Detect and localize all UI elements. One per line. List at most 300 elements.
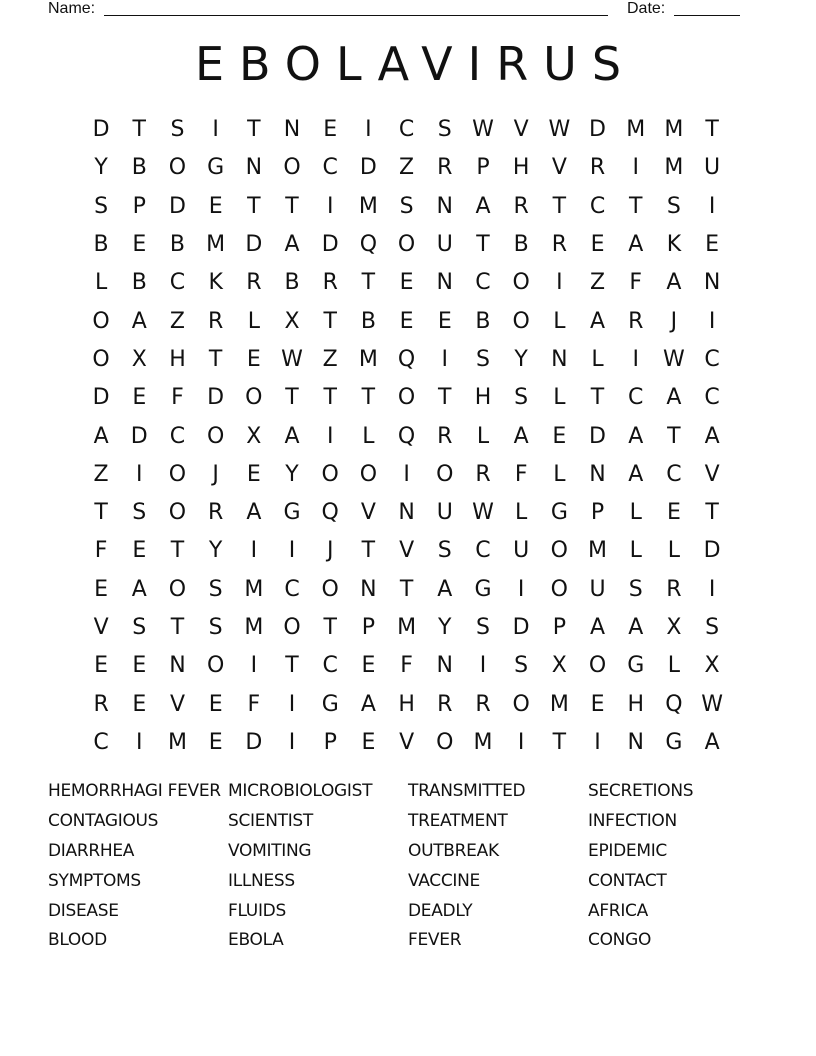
grid-cell[interactable]: T (170, 615, 185, 640)
grid-cell[interactable]: N (283, 117, 301, 143)
grid-cell[interactable]: S (170, 117, 185, 143)
grid-cell[interactable]: A (284, 232, 300, 258)
grid-cell[interactable]: A (704, 729, 720, 755)
grid-cell[interactable]: I (708, 193, 716, 219)
grid-cell[interactable]: O (550, 538, 568, 564)
grid-cell[interactable]: G (283, 500, 301, 526)
grid-cell[interactable]: D (168, 193, 186, 219)
grid-cell[interactable]: D (245, 232, 263, 258)
grid-cell[interactable]: P (476, 155, 490, 181)
grid-cell[interactable]: N (589, 461, 606, 487)
grid-cell[interactable]: N (703, 270, 721, 296)
grid-cell[interactable]: I (403, 461, 410, 487)
grid-cell[interactable]: D (245, 729, 263, 755)
grid-cell[interactable]: O (206, 423, 225, 449)
grid-cell[interactable]: E (590, 232, 605, 258)
grid-cell[interactable]: L (476, 423, 490, 449)
grid-cell[interactable]: H (169, 346, 186, 372)
grid-cell[interactable]: T (94, 500, 108, 526)
grid-cell[interactable]: I (136, 729, 143, 755)
grid-cell[interactable]: U (704, 155, 721, 181)
grid-cell[interactable]: L (247, 308, 260, 334)
grid-cell[interactable]: D (703, 538, 721, 564)
grid-cell[interactable]: Q (665, 691, 683, 717)
grid-cell[interactable]: A (628, 615, 644, 640)
grid-cell[interactable]: A (666, 270, 682, 296)
grid-cell[interactable]: M (588, 538, 608, 564)
grid-cell[interactable]: O (588, 653, 607, 679)
grid-cell[interactable]: M (244, 576, 264, 602)
grid-cell[interactable]: N (360, 576, 377, 602)
grid-cell[interactable]: E (552, 423, 567, 449)
grid-cell[interactable]: O (168, 500, 187, 526)
grid-cell[interactable]: R (437, 691, 453, 717)
grid-cell[interactable]: F (400, 653, 413, 679)
grid-cell[interactable]: E (94, 653, 109, 679)
grid-cell[interactable]: S (705, 615, 720, 640)
grid-cell[interactable]: M (206, 232, 226, 258)
grid-cell[interactable]: M (626, 117, 646, 143)
grid-cell[interactable]: W (472, 117, 494, 143)
grid-cell[interactable]: S (132, 500, 147, 526)
grid-cell[interactable]: A (246, 500, 262, 526)
grid-cell[interactable]: T (323, 385, 337, 411)
grid-cell[interactable]: G (550, 500, 568, 526)
grid-cell[interactable]: O (359, 461, 378, 487)
grid-cell[interactable]: I (288, 691, 296, 717)
grid-cell[interactable]: K (666, 232, 682, 258)
grid-cell[interactable]: S (132, 615, 147, 640)
grid-cell[interactable]: O (550, 576, 568, 602)
grid-cell[interactable]: C (628, 385, 644, 411)
grid-cell[interactable]: R (475, 691, 491, 717)
grid-cell[interactable]: L (362, 423, 375, 449)
grid-cell[interactable]: N (551, 346, 568, 372)
grid-cell[interactable]: I (288, 729, 296, 755)
grid-cell[interactable]: T (361, 538, 376, 564)
grid-cell[interactable]: B (169, 232, 186, 258)
grid-cell[interactable]: S (208, 576, 223, 602)
grid-cell[interactable]: O (512, 270, 530, 296)
grid-cell[interactable]: E (361, 729, 376, 755)
grid-cell[interactable]: I (441, 346, 449, 372)
grid-cell[interactable]: B (131, 270, 147, 296)
grid-cell[interactable]: M (358, 193, 378, 219)
grid-cell[interactable]: S (514, 653, 529, 679)
grid-cell[interactable]: G (207, 155, 225, 181)
grid-cell[interactable]: V (704, 461, 720, 487)
grid-cell[interactable]: C (93, 729, 109, 755)
grid-cell[interactable]: T (552, 729, 567, 755)
grid-cell[interactable]: A (590, 308, 606, 334)
grid-cell[interactable]: U (436, 232, 453, 258)
grid-cell[interactable]: E (132, 538, 147, 564)
grid-cell[interactable]: O (321, 576, 339, 602)
grid-cell[interactable]: M (167, 729, 187, 755)
word-list-item: FEVER (408, 930, 462, 951)
grid-cell[interactable]: I (517, 576, 525, 602)
grid-cell[interactable]: O (436, 461, 454, 487)
grid-cell[interactable]: C (322, 155, 338, 181)
grid-cell[interactable]: T (667, 423, 681, 449)
grid-cell[interactable]: O (168, 155, 187, 181)
grid-cell[interactable]: F (514, 461, 528, 487)
name-field-line[interactable] (104, 15, 608, 16)
grid-cell[interactable]: S (628, 576, 643, 602)
grid-cell[interactable]: O (436, 729, 454, 755)
grid-cell[interactable]: I (632, 346, 639, 372)
grid-cell[interactable]: Y (285, 461, 299, 487)
grid-cell[interactable]: F (247, 691, 261, 717)
grid-cell[interactable]: D (321, 232, 339, 258)
grid-cell[interactable]: I (556, 270, 563, 296)
grid-cell[interactable]: Z (589, 270, 606, 296)
grid-cell[interactable]: R (437, 423, 453, 449)
grid-cell[interactable]: E (590, 691, 605, 717)
grid-cell[interactable]: A (475, 193, 491, 219)
grid-cell[interactable]: T (285, 193, 299, 219)
grid-cell[interactable]: Z (93, 461, 109, 487)
grid-cell[interactable]: N (436, 653, 454, 679)
grid-cell[interactable]: P (552, 615, 566, 640)
grid-cell[interactable]: C (169, 423, 186, 449)
grid-cell[interactable]: L (667, 538, 681, 564)
word-list-row (48, 838, 768, 868)
grid-cell[interactable]: T (361, 270, 376, 296)
grid-cell[interactable]: W (472, 500, 494, 526)
grid-cell[interactable]: T (705, 500, 719, 526)
grid-cell[interactable]: T (361, 385, 376, 411)
grid-cell[interactable]: J (670, 308, 678, 334)
grid-cell[interactable]: U (589, 576, 606, 602)
grid-cell[interactable]: I (288, 538, 296, 564)
date-field-line[interactable] (674, 15, 740, 16)
grid-cell[interactable]: N (627, 729, 644, 755)
grid-cell[interactable]: A (704, 423, 720, 449)
grid-cell[interactable]: T (208, 346, 223, 372)
grid-cell[interactable]: C (169, 270, 186, 296)
grid-cell[interactable]: M (549, 691, 569, 717)
grid-cell[interactable]: A (513, 423, 529, 449)
grid-cell[interactable]: N (398, 500, 415, 526)
grid-cell[interactable]: O (283, 155, 301, 181)
grid-cell[interactable]: Q (321, 500, 339, 526)
grid-cell[interactable]: D (207, 385, 225, 411)
grid-cell[interactable]: L (591, 346, 604, 372)
grid-cell[interactable]: R (628, 308, 644, 334)
grid-cell[interactable]: Z (399, 155, 415, 181)
grid-cell[interactable]: G (627, 653, 645, 679)
grid-cell[interactable]: D (92, 117, 110, 143)
word-list-item: FLUIDS (228, 900, 286, 921)
grid-cell[interactable]: O (321, 461, 339, 487)
grid-cell[interactable]: R (208, 308, 224, 334)
grid-cell[interactable]: T (399, 576, 414, 602)
grid-cell[interactable]: O (168, 576, 187, 602)
grid-cell[interactable]: C (475, 270, 491, 296)
grid-cell[interactable]: L (553, 308, 566, 334)
grid-cell[interactable]: V (551, 155, 567, 181)
grid-cell[interactable]: R (93, 691, 109, 717)
grid-cell[interactable]: X (131, 346, 147, 372)
grid-cell[interactable]: S (208, 615, 223, 640)
grid-cell[interactable]: T (285, 385, 299, 411)
grid-cell[interactable]: R (208, 500, 224, 526)
grid-cell[interactable]: D (359, 155, 377, 181)
grid-cell[interactable]: L (553, 461, 566, 487)
grid-cell[interactable]: Q (359, 232, 378, 258)
grid-cell[interactable]: E (399, 270, 414, 296)
grid-cell[interactable]: H (398, 691, 415, 717)
grid-cell[interactable]: R (513, 193, 529, 219)
grid-cell[interactable]: S (475, 346, 490, 372)
grid-cell[interactable]: O (397, 232, 416, 258)
grid-cell[interactable]: R (475, 461, 491, 487)
grid-row (82, 302, 732, 340)
grid-cell[interactable]: H (474, 385, 492, 411)
grid-cell[interactable]: O (92, 346, 110, 372)
grid-cell[interactable]: X (284, 308, 300, 334)
grid-cell[interactable]: E (132, 653, 147, 679)
grid-cell[interactable]: B (360, 308, 376, 334)
grid-cell[interactable]: E (705, 232, 720, 258)
grid-cell[interactable]: A (437, 576, 453, 602)
grid-cell[interactable]: C (284, 576, 300, 602)
grid-cell[interactable]: I (479, 653, 487, 679)
grid-cell[interactable]: I (708, 576, 716, 602)
grid-cell[interactable]: A (628, 232, 644, 258)
grid-cell[interactable]: C (322, 653, 338, 679)
grid-cell[interactable]: M (397, 615, 417, 640)
grid-cell[interactable]: C (475, 538, 491, 564)
grid-cell[interactable]: T (628, 193, 643, 219)
grid-cell[interactable]: R (666, 576, 682, 602)
grid-cell[interactable]: E (323, 117, 338, 143)
grid-cell[interactable]: X (551, 653, 567, 679)
grid-cell[interactable]: D (512, 615, 530, 640)
puzzle-title: EBOLAVIRUS (194, 37, 637, 91)
grid-cell[interactable]: T (323, 308, 337, 334)
grid-cell[interactable]: D (589, 117, 606, 143)
grid-cell[interactable]: O (397, 385, 416, 411)
grid-cell[interactable]: O (168, 461, 187, 487)
grid-cell[interactable]: W (548, 117, 571, 143)
grid-cell[interactable]: S (437, 117, 452, 143)
grid-cell[interactable]: F (94, 538, 108, 564)
grid-cell[interactable]: E (399, 308, 414, 334)
grid-cell[interactable]: E (246, 346, 261, 372)
grid-cell[interactable]: Y (438, 615, 452, 640)
grid-cell[interactable]: R (589, 155, 606, 181)
grid-cell[interactable]: E (666, 500, 681, 526)
grid-cell[interactable]: R (246, 270, 262, 296)
grid-cell[interactable]: T (170, 538, 185, 564)
grid-cell[interactable]: F (171, 385, 184, 411)
grid-cell[interactable]: I (517, 729, 525, 755)
grid-cell[interactable]: Z (322, 346, 338, 372)
grid-cell[interactable]: U (513, 538, 530, 564)
grid-cell[interactable]: C (666, 461, 682, 487)
grid-cell[interactable]: G (474, 576, 492, 602)
grid-cell[interactable]: O (92, 308, 110, 334)
grid-cell[interactable]: H (627, 691, 644, 717)
grid-cell[interactable]: O (206, 653, 225, 679)
grid-cell[interactable]: T (552, 193, 567, 219)
grid-cell[interactable]: T (438, 385, 452, 411)
grid-cell[interactable]: B (475, 308, 491, 334)
grid-cell[interactable]: N (245, 155, 263, 181)
grid-cell[interactable]: F (629, 270, 643, 296)
grid-cell[interactable]: M (358, 346, 378, 372)
grid-cell[interactable]: T (590, 385, 605, 411)
grid-cell[interactable]: T (476, 232, 490, 258)
grid-row (82, 647, 732, 685)
grid-cell[interactable]: X (246, 423, 262, 449)
grid-cell[interactable]: V (360, 500, 376, 526)
grid-cell[interactable]: B (513, 232, 529, 258)
grid-cell[interactable]: V (399, 538, 415, 564)
grid-cell[interactable]: G (665, 729, 683, 755)
grid-row (82, 456, 732, 494)
grid-cell[interactable]: D (130, 423, 148, 449)
grid-cell[interactable]: P (361, 615, 376, 640)
grid-cell[interactable]: I (250, 538, 258, 564)
grid-cell[interactable]: I (250, 653, 258, 679)
grid-cell[interactable]: Q (397, 423, 416, 449)
grid-cell[interactable]: U (436, 500, 453, 526)
grid-cell[interactable]: A (590, 615, 606, 640)
grid-cell[interactable]: A (628, 423, 644, 449)
grid-cell[interactable]: P (132, 193, 146, 219)
grid-cell[interactable]: I (136, 461, 143, 487)
grid-cell[interactable]: I (326, 193, 334, 219)
grid-cell[interactable]: V (93, 615, 109, 640)
grid-cell[interactable]: E (208, 193, 223, 219)
grid-cell[interactable]: E (437, 308, 452, 334)
grid-cell[interactable]: X (704, 653, 720, 679)
grid-cell[interactable]: I (708, 308, 716, 334)
grid-cell[interactable]: I (326, 423, 334, 449)
grid-cell[interactable]: W (701, 691, 723, 717)
grid-cell[interactable]: E (208, 729, 223, 755)
grid-cell[interactable]: O (283, 615, 301, 640)
grid-cell[interactable]: B (93, 232, 109, 258)
grid-cell[interactable]: T (285, 653, 299, 679)
grid-cell[interactable]: L (629, 538, 642, 564)
grid-cell[interactable]: J (326, 538, 334, 564)
grid-cell[interactable]: C (589, 193, 606, 219)
grid-cell[interactable]: S (437, 538, 452, 564)
grid-cell[interactable]: V (513, 117, 529, 143)
grid-cell[interactable]: N (169, 653, 186, 679)
grid-cell[interactable]: S (94, 193, 109, 219)
grid-cell[interactable]: A (131, 308, 147, 334)
grid-cell[interactable]: O (245, 385, 263, 411)
grid-cell[interactable]: R (437, 155, 453, 181)
grid-cell[interactable]: A (284, 423, 300, 449)
grid-cell[interactable]: M (664, 117, 684, 143)
grid-cell[interactable]: C (398, 117, 415, 143)
grid-cell[interactable]: Y (208, 538, 223, 564)
grid-cell[interactable]: W (281, 346, 303, 372)
grid-cell[interactable]: L (629, 500, 642, 526)
grid-cell[interactable]: A (93, 423, 109, 449)
grid-cell[interactable]: G (321, 691, 339, 717)
grid-cell[interactable]: E (361, 653, 376, 679)
grid-cell[interactable]: Z (169, 308, 185, 334)
grid-cell[interactable]: S (399, 193, 414, 219)
grid-cell[interactable]: T (132, 117, 146, 143)
grid-cell[interactable]: M (473, 729, 493, 755)
grid-cell[interactable]: J (212, 461, 219, 487)
grid-cell[interactable]: E (94, 576, 109, 602)
grid-cell[interactable]: E (132, 691, 147, 717)
grid-cell[interactable]: Q (397, 346, 416, 372)
word-list-item: EPIDEMIC (588, 840, 667, 861)
grid-cell[interactable]: L (667, 653, 681, 679)
grid-cell[interactable]: I (212, 117, 219, 143)
grid-cell[interactable]: L (94, 270, 108, 296)
grid-cell[interactable]: O (512, 691, 530, 717)
grid-cell[interactable]: E (132, 385, 147, 411)
grid-cell[interactable]: C (704, 346, 720, 372)
grid-cell[interactable]: M (244, 615, 264, 640)
grid-cell[interactable]: T (705, 117, 719, 143)
grid-cell[interactable]: E (132, 232, 147, 258)
grid-cell[interactable]: T (323, 615, 337, 640)
grid-cell[interactable]: S (666, 193, 681, 219)
grid-cell[interactable]: P (323, 729, 337, 755)
grid-cell[interactable]: Y (514, 346, 528, 372)
grid-cell[interactable]: X (666, 615, 682, 640)
grid-cell[interactable]: C (704, 385, 720, 411)
grid-cell[interactable]: I (594, 729, 601, 755)
grid-cell[interactable]: A (131, 576, 147, 602)
grid-cell[interactable]: D (589, 423, 606, 449)
grid-cell[interactable]: L (515, 500, 528, 526)
grid-cell[interactable]: N (436, 270, 454, 296)
grid-cell[interactable]: N (436, 193, 454, 219)
grid-cell[interactable]: Y (94, 155, 108, 181)
word-list-item: SCIENTIST (228, 810, 314, 831)
grid-cell[interactable]: O (512, 308, 530, 334)
grid-cell[interactable]: A (360, 691, 376, 717)
grid-cell[interactable]: B (131, 155, 147, 181)
grid-cell[interactable]: I (632, 155, 639, 181)
grid-cell[interactable]: E (208, 691, 223, 717)
grid-cell[interactable]: T (247, 193, 261, 219)
grid-cell[interactable]: V (399, 729, 415, 755)
grid-cell[interactable]: L (553, 385, 566, 411)
grid-cell[interactable]: M (664, 155, 684, 181)
grid-cell[interactable]: A (628, 461, 644, 487)
grid-cell[interactable]: W (663, 346, 685, 372)
grid-cell[interactable]: A (666, 385, 682, 411)
grid-cell[interactable]: K (208, 270, 223, 296)
grid-cell[interactable]: T (247, 117, 261, 143)
grid-cell[interactable]: E (246, 461, 261, 487)
grid-cell[interactable]: R (322, 270, 338, 296)
grid-cell[interactable]: H (512, 155, 530, 181)
grid-cell[interactable]: S (475, 615, 490, 640)
grid-cell[interactable]: P (590, 500, 605, 526)
grid-cell[interactable]: R (551, 232, 567, 258)
grid-cell[interactable]: B (284, 270, 300, 296)
grid-cell[interactable]: S (514, 385, 529, 411)
grid-cell[interactable]: V (169, 691, 185, 717)
grid-cell[interactable]: D (92, 385, 110, 411)
grid-cell[interactable]: I (365, 117, 372, 143)
